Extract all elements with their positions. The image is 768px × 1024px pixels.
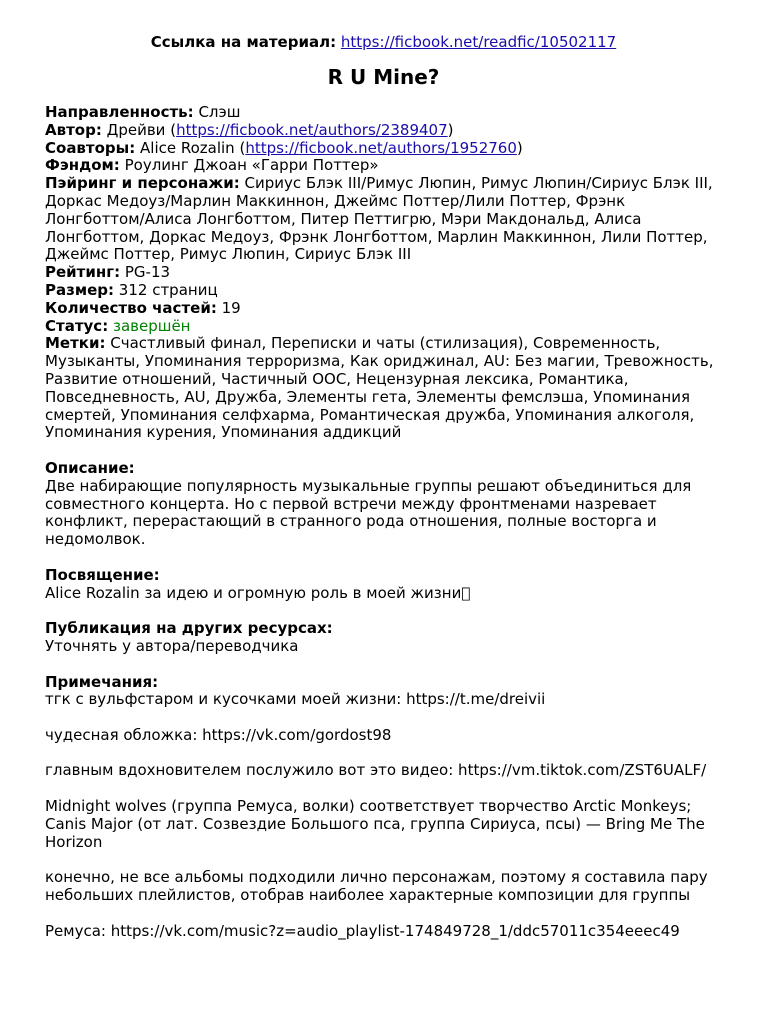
dedication-section	[45, 567, 722, 603]
fandom-label: Фэндом:	[45, 156, 120, 175]
notes-title: Примечания:	[45, 672, 159, 691]
source-link[interactable]: https://ficbook.net/readfic/10502117	[340, 33, 617, 51]
size-row	[45, 282, 722, 300]
tags-label: Метки:	[45, 334, 106, 353]
direction-label: Направленность:	[45, 103, 194, 121]
rating-row	[45, 264, 722, 282]
direction-row	[45, 104, 722, 122]
source-line	[45, 33, 722, 51]
pairing-value: Сириус Блэк III/Римус Люпин, Римус Люпин/Сириус Блэк III, Доркас Медоуз/Марлин Маккиннон, Джеймс Поттер/Лили Поттер, Фрэнк Лонгботтом/Алиса Лонгботтом, Питер Петтигрю, Мэри Макдональд, Алиса Лонгботтом, Доркас Медоуз, Фрэнк Лонгботтом, Марлин Маккиннон, Лили Поттер, Джеймс Поттер, Римус Люпин, Сириус Блэк III	[45, 174, 713, 264]
publication-section	[45, 620, 722, 656]
description-title: Описание:	[45, 458, 135, 477]
tags-value: Счастливый финал, Переписки и чаты (стилизация), Современность, Музыканты, Упоминания терроризма, Как ориджинал, AU: Без магии, Тревожность, Развитие отношений, Частичный ООС, Нецензурная лексика, Романтика, Повседневность, AU, Дружба, Элементы гета, Элементы фемслэша, Упоминания смертей, Упоминания селфхарма, Романтическая дружба, Упоминания алкоголя, Упоминания курения, Упоминания аддикций	[45, 334, 714, 442]
publication-text: Уточнять у автора/переводчика	[45, 636, 299, 655]
coauthors-label: Соавторы:	[45, 138, 136, 157]
coauthors-link[interactable]: https://ficbook.net/authors/1952760	[245, 138, 517, 157]
author-row	[45, 122, 722, 140]
notes-section	[45, 674, 722, 941]
coauthors-name: Alice Rozalin (	[140, 138, 246, 157]
source-label: Ссылка на материал:	[150, 33, 337, 51]
work-title: R U Mine?	[327, 65, 440, 89]
metadata-block	[45, 104, 722, 442]
notes-paragraph: тгк с вульфстаром и кусочками моей жизни: https://t.me/dreivii	[45, 690, 546, 709]
notes-paragraph: чудесная обложка: https://vk.com/gordost98	[45, 725, 392, 744]
fandom-value: Роулинг Джоан «Гарри Поттер»	[124, 156, 379, 175]
parts-row	[45, 300, 722, 318]
rating-value: PG-13	[124, 263, 171, 282]
author-name: Дрейви (	[106, 120, 177, 139]
notes-paragraph: главным вдохновителем послужило вот это видео: https://vm.tiktok.com/ZST6UALF/	[45, 761, 707, 780]
coauthors-row	[45, 140, 722, 158]
parts-label: Количество частей:	[45, 298, 217, 317]
status-value: завершён	[112, 316, 191, 335]
status-label: Статус:	[45, 316, 109, 335]
rating-label: Рейтинг:	[45, 263, 121, 282]
publication-title: Публикация на других ресурсах:	[45, 619, 333, 638]
author-link[interactable]: https://ficbook.net/authors/2389407	[176, 120, 448, 139]
status-row	[45, 318, 722, 336]
pairing-row	[45, 175, 722, 264]
author-close: )	[447, 120, 454, 139]
notes-paragraph: конечно, не все альбомы подходили лично персонажам, поэтому я составила пару небольших плейлистов, отобрав наиболее характерные композиции для группы	[45, 868, 708, 905]
parts-value: 19	[221, 298, 241, 317]
size-value: 312 страниц	[118, 280, 218, 299]
direction-value: Слэш	[198, 103, 241, 121]
dedication-title: Посвящение:	[45, 565, 160, 584]
tags-row	[45, 335, 722, 442]
pairing-label: Пэйринг и персонажи:	[45, 174, 240, 193]
size-label: Размер:	[45, 280, 115, 299]
notes-paragraph: Ремуса: https://vk.com/music?z=audio_playlist-174849728_1/ddc57011c354eeec49	[45, 921, 680, 940]
fandom-row	[45, 157, 722, 175]
description-section	[45, 460, 722, 549]
notes-paragraph: Midnight wolves (группа Ремуса, волки) соответствует творчество Arctic Monkeys; Canis Major (от лат. Созвездие Большого пса, группа Сириуса, псы) — Bring Me The Horizon	[45, 797, 705, 851]
author-label: Автор:	[45, 120, 102, 139]
dedication-text: Alice Rozalin за идею и огромную роль в моей жизни􏿾	[45, 583, 471, 602]
coauthors-close: )	[516, 138, 523, 157]
description-text: Две набирающие популярность музыкальные группы решают объединиться для совместного концерта. Но с первой встречи между фронтменами назревает конфликт, перерастающий в странного рода отношения, полные восторга и недомолвок.	[45, 476, 692, 549]
